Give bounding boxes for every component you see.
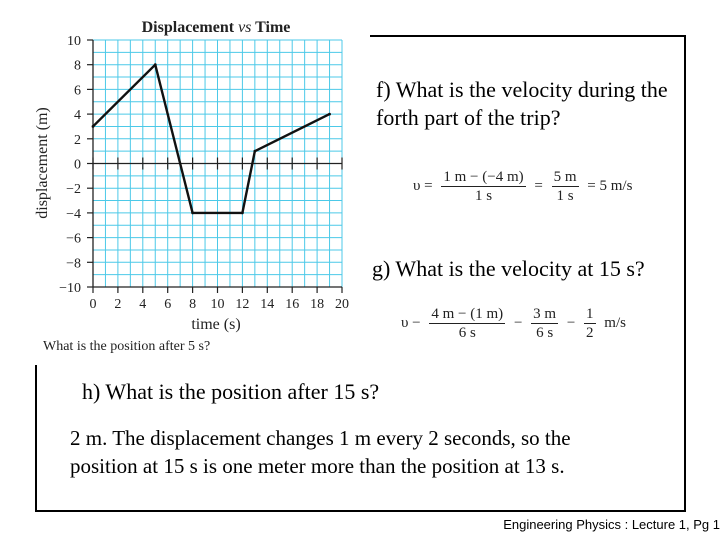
chart-caption: What is the position after 5 s? [43, 339, 211, 354]
series-point [92, 125, 95, 128]
y-tick-label: 10 [67, 34, 81, 49]
y-tick-label: −4 [66, 206, 81, 222]
frame-right-line [684, 35, 686, 512]
answer-h: 2 m. The displacement changes 1 m every 2 seconds, so the position at 15 s is one meter more than the position at 13 s. [70, 426, 571, 478]
question-h: h) What is the position after 15 s? [82, 379, 380, 404]
equation-f: υ = $\frac{1 m - (-4 m)}{1 s}$ = $\frac{5 m}{1 s}$ = 5 m/s [413, 169, 633, 204]
equation-g: υ − $\frac{4 m - (1 m)}{6 s}$ − $\frac{3 m}{6 s}$ − $\frac{1}{2}$ m/s [401, 306, 626, 341]
x-tick-label: 20 [335, 297, 349, 312]
x-tick-label: 2 [114, 297, 122, 312]
question-g: g) What is the velocity at 15 s? [372, 256, 645, 281]
x-tick-label: 4 [139, 297, 147, 312]
series-point [191, 212, 194, 215]
y-tick-label: −8 [66, 256, 81, 272]
x-tick-label: 10 [210, 297, 225, 312]
x-tick-label: 0 [89, 297, 97, 312]
frame-top-line [370, 35, 686, 37]
x-tick-label: 6 [164, 297, 172, 312]
series-point [328, 113, 331, 116]
y-tick-label: 8 [74, 58, 81, 74]
y-tick-label: 6 [74, 83, 81, 99]
question-f: f) What is the velocity during the forth part of the trip? [376, 77, 668, 130]
chart-axes [87, 40, 342, 293]
series-point [154, 63, 157, 66]
x-tick-label: 14 [260, 297, 275, 312]
chart-title: Displacement vs Time [141, 19, 291, 36]
x-axis-label: time (s) [191, 316, 241, 333]
chart-tick-labels [59, 34, 349, 312]
series-point [253, 150, 256, 153]
y-tick-label: −2 [66, 182, 81, 198]
y-tick-label: 2 [74, 132, 81, 148]
frame-bottom-line [35, 510, 686, 512]
displacement-time-chart [0, 10, 360, 350]
x-tick-label: 8 [189, 297, 197, 312]
y-tick-label: 0 [74, 157, 81, 173]
y-axis-label: displacement (m) [34, 107, 51, 219]
y-tick-label: −6 [66, 231, 81, 247]
x-tick-label: 18 [310, 297, 325, 312]
x-tick-label: 16 [285, 297, 300, 312]
slide-footer: Engineering Physics : Lecture 1, Pg 1 [503, 517, 720, 532]
y-tick-label: 4 [74, 108, 81, 124]
y-tick-label: −10 [59, 281, 81, 296]
frame-left-line [35, 365, 37, 512]
series-point [241, 212, 244, 215]
x-tick-label: 12 [235, 297, 250, 312]
